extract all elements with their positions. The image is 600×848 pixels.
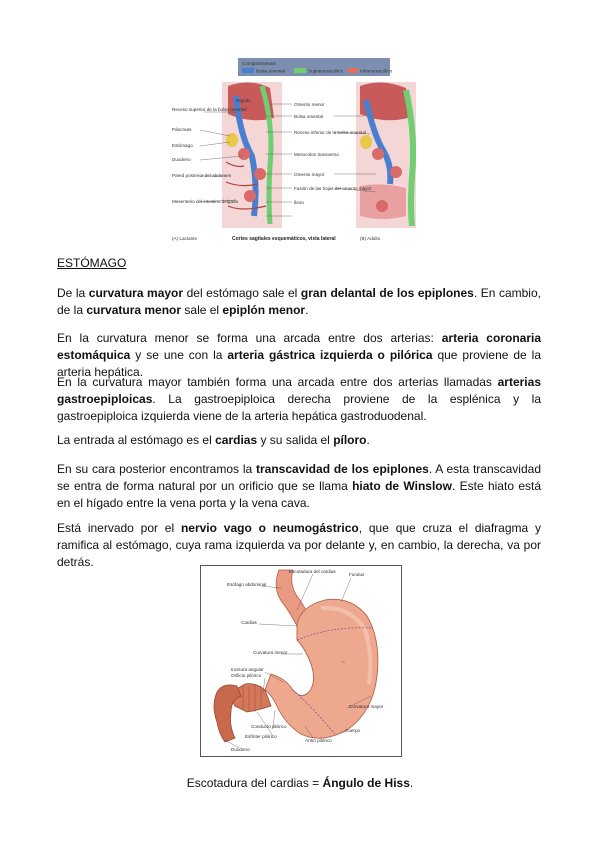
caption-sagittal: Cortes sagitales esquemáticos, vista lateral <box>232 236 336 242</box>
legend-label-supra: Supramesocólico <box>308 68 344 74</box>
label-abdominal-esophagus: Esófago abdominal <box>227 582 267 587</box>
label-angular-incisure: Incisura angular <box>231 667 264 672</box>
paragraph-transcavidad: En su cara posterior encontramos la transcavidad de los epiplones. A esta transcavidad se entra de forma natural por un orificio que se llama hiato de Winslow. Este hiato está en el hígado entre la vena porta y la vena cava. <box>57 462 541 510</box>
label-pyloric-sphincter: Esfínter pilórico <box>245 734 277 739</box>
legend-swatch-supra <box>294 68 306 73</box>
label-cardia: Cardias <box>241 620 257 625</box>
figure-caption: Escotadura del cardias = Ángulo de Hiss. <box>186 776 414 790</box>
liver-label: Hígado <box>236 98 251 103</box>
label-ileum: Íleon <box>294 200 304 205</box>
stomach-illustration <box>201 566 401 756</box>
label-omentum-fusion: Fusión de las hojas del omento mayor <box>294 186 372 191</box>
label-stomach: Estómago <box>172 143 193 148</box>
label-greater-curvature: Curvatura mayor <box>349 704 384 709</box>
label-duodenum-bottom: Duodeno <box>231 747 250 752</box>
label-lesser-curvature: Curvatura menor <box>253 650 288 655</box>
label-body: Cuerpo <box>345 728 361 733</box>
stomach-figure <box>200 565 402 757</box>
label-cardiac-notch: Escotadura del cardias <box>289 569 336 574</box>
label-omental-bursa: Bolsa omental <box>294 114 324 119</box>
legend-swatch-omental <box>242 68 254 73</box>
label-pyloric-orifice: Orificio pilórico <box>231 673 262 678</box>
label-inferior-recess: Receso inferior de la bolsa omental <box>294 130 367 135</box>
caption-infant: (A) Lactante <box>172 236 198 241</box>
caption-adult: (B) Adulto <box>360 236 381 241</box>
legend-title: Compartimentos <box>242 61 276 66</box>
label-transverse-mesocolon: Mesocolon transverso <box>294 152 339 157</box>
label-lesser-omentum: Omento menor <box>294 102 325 107</box>
label-pyloric-canal: Conducto pilórico <box>251 724 287 729</box>
label-posterior-wall: Pared posterior del abdomen <box>172 173 232 178</box>
label-superior-recess: Receso superior de la bolsa omental <box>172 107 247 112</box>
label-fundus: Fundus <box>349 572 365 577</box>
duodenum-shape <box>214 685 241 742</box>
legend-label-omental: Bolsa omental <box>256 68 286 74</box>
paragraph-cardias-piloro: La entrada al estómago es el cardias y su salida el píloro. <box>57 433 370 447</box>
sagittal-section-illustration <box>170 56 420 246</box>
adult-section <box>356 82 416 228</box>
paragraph-curvatures: De la curvatura mayor del estómago sale el gran delantal de los epiplones. En cambio, de la curvatura menor sale el epiplón menor. <box>57 286 541 317</box>
label-duodenum: Duodeno <box>172 157 191 162</box>
sagittal-section-figure <box>170 56 420 246</box>
stomach-body-shape <box>265 599 378 738</box>
section-heading: ESTÓMAGO <box>57 256 127 270</box>
paragraph-innervation: Está inervado por el nervio vago o neumogástrico, que que cruza el diafragma y ramifica al estómago, cuya rama izquierda va por delante y, en cambio, la derecha, va por detrás. <box>57 521 541 569</box>
label-pyloric-antrum: Antro pilórico <box>305 738 332 743</box>
legend-swatch-infra <box>348 68 358 73</box>
label-pancreas: Páncreas <box>172 127 192 132</box>
legend-label-infra: Inframesocólico <box>360 68 393 74</box>
label-greater-omentum: Omento mayor <box>294 172 325 177</box>
label-small-bowel-mesentery: Mesenterio del intestino delgado <box>172 199 239 204</box>
paragraph-greater-curvature-arteries: En la curvatura mayor también forma una arcada entre dos arterias llamadas arterias gastroepiploicas. La gastroepiploica derecha proviene de la esplénica y la gastroepiploica izquierda viene de la arteria hepática gastroduodenal. <box>57 375 541 423</box>
paragraph-lesser-curvature-arteries: En la curvatura menor se forma una arcada entre dos arterias: arteria coronaria estomáquica y se une con la arteria gástrica izquierda o pilórica que proviene de la arteria hepática. <box>57 331 541 379</box>
